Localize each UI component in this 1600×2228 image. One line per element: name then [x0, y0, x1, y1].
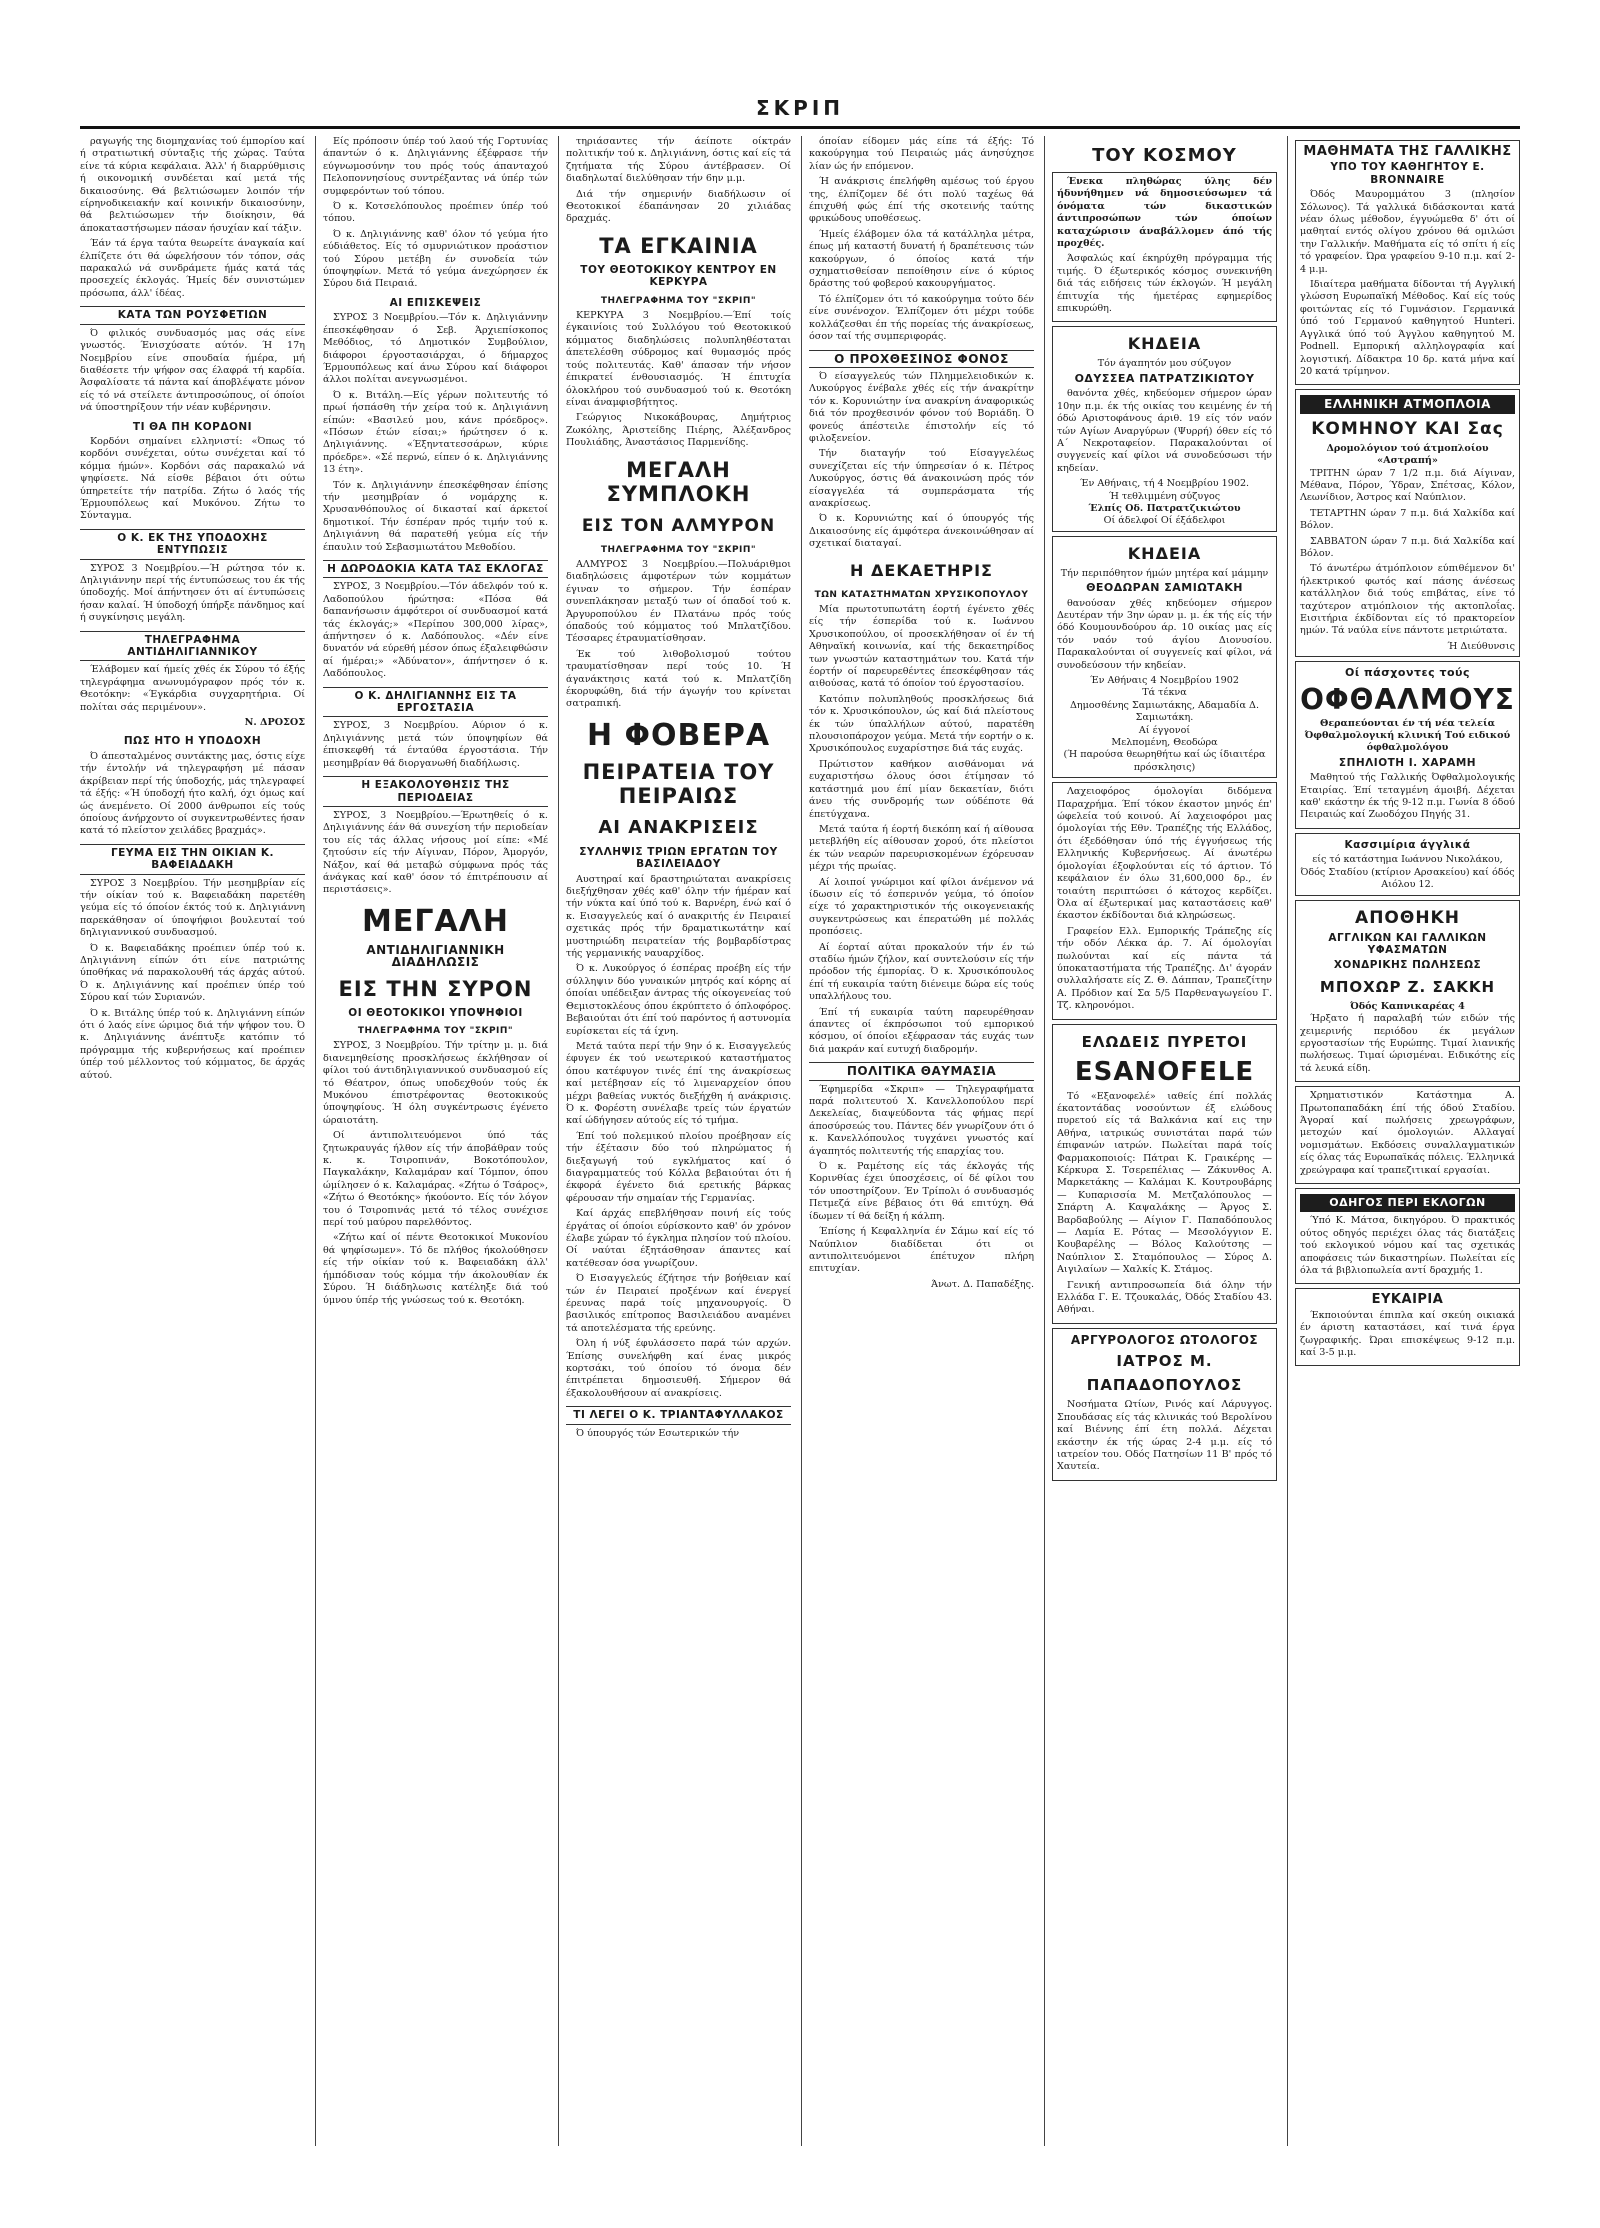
ad-heading: ΟΔΗΓΟΣ ΠΕΡΙ ΕΚΛΟΓΩΝ — [1300, 1194, 1515, 1212]
headline-sub: ΕΙΣ ΤΟΝ ΑΛΜΥΡΟΝ — [581, 515, 776, 536]
masthead: ΣΚΡΙΠ — [756, 96, 844, 120]
column-separator — [1044, 136, 1045, 2146]
paragraph: Μετά ταύτα περί τήν 9ην ό κ. Εισαγγελεύς έφυγεν έκ τού νεωτερικού καταστήματος όπου κατέφυγον τινές έπί της άνακρίσεως καί μετέβησαν είς τό λιμεναρχείον όπου μέχρι βαθείας νυκτός διεξήχθη ή ανάκρισις. Ό κ. Φορέστη συνέλαβε τρείς τών έργατών καί ώδήγησεν αύτούς είς τό τμήμα. — [566, 1040, 791, 1127]
column-4 — [809, 136, 1034, 2146]
ad-heading: ΜΠΟΧΩΡ Ζ. ΣΑΚΚΗ — [1319, 977, 1496, 996]
headline-sub: ΤΗΛΕΓΡΑΦΗΜΑ ΤΟΥ "ΣΚΡΙΠ" — [600, 295, 757, 306]
paragraph: Ήμείς έλάβομεν όλα τά κατάλληλα μέτρα, έπως μή καταστή δυνατή ή δραπέτευσις τών κακούργων, ό όποίος κατά τήν σχηματισθείσαν πεποίθησιν είνε ό κύριος δράστης τού φοβερού κακουργήματος. — [809, 228, 1034, 290]
ad-heading: Κασσιμίρια άγγλικά — [1344, 838, 1471, 851]
paragraph: Τό άνωτέρω άτμόπλοιον εύπιθέμενον δι' ήλεκτρικού φωτός καί πάσης άνέσεως κατάλληλον διά τούς επιβάτας, είνε τό ταχύτερον ατμόπλοιον τής ακτοπλοΐας. Εισιτήρια έκδίδονται είς τό πρακτορείον ημών. Τά ναύλα είνε πάντοτε μετριώτατα. — [1300, 563, 1515, 637]
ad-heading: ΧΟΝΔΡΙΚΗΣ ΠΩΛΗΣΕΩΣ — [1333, 959, 1482, 972]
headline-sub: ΤΗΛΕΓΡΑΦΗΜΑ ΤΟΥ "ΣΚΡΙΠ" — [600, 544, 757, 555]
paragraph: Μαθητού τής Γαλλικής Όφθαλμολογικής Εταιρίας. Έπί τεταγμένη άμοιβή. Δέχεται καθ' εκάστην έκ τής 9-12 π.μ. Γωνία 8 όδού Πειραιώς καί Ζωοδόχου Πηγής 31. — [1300, 772, 1515, 821]
paragraph: ΤΕΤΑΡΤΗΝ ώραν 7 π.μ. διά Χαλκίδα καί Βόλον. — [1300, 507, 1515, 532]
advertisement — [1295, 900, 1520, 1083]
paragraph: Όδός Μαυρομμάτου 3 (πλησίον Σόλωνος). Τά γαλλικά διδάσκονται κατά νέαν όλως μέθοδον, έγγυώμεθα δ' ότι οί μαθηταί εντός ολίγου χρόνου θά ομιλώσι την Γαλλικήν. Μαθήματα είς τό σπίτι ή είς τό γραφείον. Ώρα γραφείου 9-10 π.μ. καί 2-4 μ.μ. — [1300, 189, 1515, 275]
ad-heading: ΑΓΓΛΙΚΩΝ ΚΑΙ ΓΑΛΛΙΚΩΝ ΥΦΑΣΜΑΤΩΝ — [1328, 931, 1487, 956]
paragraph: Τήν διαταγήν τού Είσαγγελέως συνεχίζεται είς τήν ύπηρεσίαν ό κ. Πέτρος Λυκούργος, όστις θά άνακοινώση πρός τόν είσαγγελέα τά συμπεράσματα τής ανακρίσεως. — [809, 448, 1034, 509]
section-heading: ΤΙ ΘΑ ΠΗ ΚΟΡΔΟΝΙ — [132, 420, 253, 433]
paragraph: Έκποιούνται έπιπλα καί σκεύη οικιακά έν άριστη καταστάσει, καί τινά έργα ζωγραφικής. Ώραι επισκέψεως 9-12 π.μ. καί 3-5 μ.μ. — [1300, 1309, 1515, 1359]
ad-address: Όδός Καπνικαρέας 4 — [1350, 1000, 1465, 1012]
paragraph: Ό Εισαγγελεύς έζήτησε τήν βοήθειαν καί τών έν Πειραιεί προξένων καί ένεργεί έρευνας παρά τοίς μηχανουργοίς. Ό βασιλικός επίτροπος Βασιλειάδου αναμένει τά αποτελέσματα τής ερεύνης. — [566, 1273, 791, 1334]
ad-heading: ΚΟΜΗΝΟΥ ΚΑΙ Σας — [1311, 418, 1504, 439]
paragraph: ΣΥΡΟΣ 3 Νοεμβρίου.—Ή ρώτησα τόν κ. Δηλιγιάννην περί τής έντυπώσεως του έκ τής ύποδοχής. Μοί άπήντησεν ότι αί έντυπώσεις ήσαν καλαί. Ή ύποδοχή ύπήρξε πάνδημος καί ή συγκίνησις μεγάλη. — [80, 562, 305, 624]
paragraph: Έλάβομεν καί ήμείς χθές έκ Σύρου τό έξής τηλεγράφημα ανωνυμόγραφον πρός τόν κ. Θεοτόκην: «Έγκάρδια συγχαρητήρια. Οί πολίται σάς περιμένουν». — [80, 664, 305, 713]
paragraph: όποίαν είδομεν μάς είπε τά έξής: Τό κακούργημα τού Πειραιώς μάς άνησύχησε λίαν ώς ήν επόμενον. — [809, 136, 1034, 172]
column-2 — [323, 136, 548, 2146]
headline: ΜΕΓΑΛΗ — [361, 903, 509, 939]
notice-heading: ΚΗΔΕΙΑ — [1127, 543, 1202, 563]
paragraph: Γραφείον Ελλ. Εμπορικής Τράπεζης είς τήν οδόν Λέκκα άρ. 7. Αί όμολογίαι πωλούνται καί είς πάντα τά ύποκαταστήματα τής Τραπέζης. Δι' άγοράν συλλαλήσατε είς Ζ. Θ. Δάππαν, Τραπεζίτην Α. Πρόδιον καί Σα 5/5 Παρθεναγωγείου Γ. Τζ. κληρονόμοι. — [1057, 925, 1272, 1012]
paragraph: Μετά ταύτα ή έορτή διεκόπη καί ή αίθουσα μετεβλήθη είς αίθουσαν χορού, ότε πλείστοι έκ τών νεαρών παρευρισκομένων έχόρευσαν μέχρι τής πρωίας. — [809, 823, 1034, 873]
headline-sub: ΑΙ ΑΝΑΚΡΙΣΕΙΣ — [598, 816, 759, 838]
paragraph: Έφημερίδα «Σκριπ» — Τηλεγραφήματα παρά πολιτευτού Χ. Κανελλοπούλου περί Δεκελείας, διαψεύδοντα τάς φήμας περί άποσύρσεώς του. Πάντες δέν γνωρίζουν ότι ό κ. Κανελλόπουλος τυγχάνει γνωστός καί άγαπητός πολιτευτής τής επαρχίας του. — [809, 1083, 1034, 1157]
paragraph: ραγωγής της διομηχανίας τού έμπορίου καί ή στρατιωτική σύνταξις τής χώρας. Ταύτα είνε τά κύρια κεφάλαια. Άλλ' ή διαρρύθμισις ή οικονομική συνδέεται καί μετά τής δικαιοσύνης. Θά βελτιώσωμεν λοιπόν τήν είρηνοδικειακήν καί κοινικήν δικαιοσύνην, θά βελτιώσωμεν τήν διοίκησιν, θά άποκαταστήσωμεν πάσαν ήσυχίαν καί τάξιν. — [80, 136, 305, 234]
ad-heading: ΥΠΟ ΤΟΥ ΚΑΘΗΓΗΤΟΥ Ε. BRONNAIRE — [1330, 161, 1485, 186]
paragraph: Ό κ. Κοτσελόπουλος προέπιεν ύπέρ τού τόπου. — [323, 201, 548, 225]
paragraph: Ό κ. Βιτάλη.—Είς γέρων πολιτευτής τό πρωί ήσπάσθη τήν χείρα τού κ. Δηλιγιάννη είπών: «Βασιλεύ μου, κάνε πρόεδρος». «Πόσων έτών είσαι;» ήρώτησεν ό κ. Δηλιγιάννης. «Έξηντατεσσάρων, κύριε πρόεδρε». «Σέ περνώ, είπεν ό κ. Δηλιγιάννης 13 έτη». — [323, 389, 548, 476]
paragraph: ΣΥΡΟΣ, 3 Νοεμβρίου.—Έρωτηθείς ό κ. Δηλιγιάννης έάν θά συνεχίση τήν περιοδείαν του είς τάς άλλας νήσους μοί είπε: «Μέ ζητούσιν είς τήν Αίγιναν, Πόρον, Άμοργόν, Νάξον, καί θά μεταβώ σύμφωνα πρός τάς άνάγκας καί καθ' όσον τό έπιτρέπουσιν αί περιστάσεις». — [323, 809, 548, 896]
advertisement — [1295, 1288, 1520, 1366]
section-heading: Ο ΠΡΟΧΘΕΣΙΝΟΣ ΦΟΝΟΣ — [809, 350, 1034, 368]
signature: Ή Διεύθυνσις — [1447, 640, 1515, 652]
paragraph: Πρώτιστον καθήκον αισθάνομαι νά ευχαριστήσω όλους όσοι έτίμησαν τό κατάστημά μου έπί μίαν δεκαετίαν, διότι άνευ τής συνδρομής των ούδέποτε θά έπετύγχανα. — [809, 758, 1034, 820]
notice-signer: Μελπομένη, Θεοδώρα — [1111, 737, 1218, 749]
paragraph: Αυστηραί καί δραστηριώταται ανακρίσεις διεξήχθησαν χθές καθ' όλην τήν ήμέραν καί τήν νύκτα καί ύπό τού κ. Βαρνέρη, ένώ καί ό κ. Εισαγγελεύς καί ό ανακριτής έν Πειραιεί σχετικάς πρός τήν δραματικωτάτην καί μυστηριώδη πειρατείαν τής βομβαρδίστρας τής γερμανικής ναυαρχίδος. — [566, 873, 791, 960]
paragraph: ΣΑΒΒΑΤΟΝ ώραν 7 π.μ. διά Χαλκίδα καί Βόλον. — [1300, 535, 1515, 559]
paragraph: Άσφαλώς καί έκηρύχθη πρόγραμμα τής τιμής. Ό έξωτερικός κόσμος συνεκινήθη διά τάς ειδήσεις τών έκλογών. Ή μεγάλη έπιτυχία τής ήμετέρας εφημερίδος επικυρώθη. — [1057, 253, 1272, 315]
headline-sub: ΟΙ ΘΕΟΤΟΚΙΚΟΙ ΥΠΟΨΗΦΙΟΙ — [348, 1006, 523, 1019]
notice-name: ΟΔΥΣΣΕΑ ΠΑΤΡΑΤΖΙΚΙΩΤΟΥ — [1074, 371, 1255, 385]
ad-name: ΣΠΗΛΙΟΤΗ Ι. ΧΑΡΑΜΗ — [1338, 756, 1477, 769]
paragraph: Ό κ. Ραμέτσης είς τάς έκλογάς τής Κορινθίας έχει ύποσχέσεις, οί δέ φίλοι του τόν υποστηρίζουν. Έν Τρίπολι ό συνδυασμός Πετμεζά είνε βέβαιος ότι θά επιτύχη. Θά ίδωμεν τί θά δείξη ή κάλπη. — [809, 1161, 1034, 1222]
paragraph: Γενική αντιπροσωπεία διά όλην τήν Ελλάδα Γ. Ε. Τζουκαλάς, Όδός Σταδίου 43. Αθήναι. — [1057, 1279, 1272, 1316]
ad-heading: ΟΦΘΑΛΜΟΥΣ — [1300, 682, 1515, 716]
notice-text: Τήν περιπόθητον ήμών μητέρα καί μάμμην — [1060, 567, 1269, 579]
paragraph: ΣΥΡΟΣ, 3 Νοεμβρίου. Αύριον ό κ. Δηλιγιάννης μετά τών ύποψηφίων θά έπισκεφθή τά ένταύθα έργοστάσια. Τήν μεσημβρίαν θά διοργανωθή διαδήλωσις. — [323, 720, 548, 769]
masthead-rule — [80, 126, 1520, 129]
section-heading: ΠΟΛΙΤΙΚΑ ΘΑΥΜΑΣΙΑ — [809, 1062, 1034, 1080]
paragraph: Ό κ. Λυκούργος ό έσπέρας προέβη είς τήν σύλληψιν δύο γυναικών μητρός καί κόρης αί όποίαι υπέδειξαν άντρας τής οίκογενείας τού Θεμιστοκλέους όπου έκρύπτετο ό όπλοφόρος. Βεβαιούται ότι έπί τού παρόντος ή αστυνομία ευρίσκεται είς τά ίχνη. — [566, 963, 791, 1037]
section-heading: ΠΩΣ ΗΤΟ Η ΥΠΟΔΟΧΗ — [123, 735, 262, 748]
paragraph: Έπί τού πολεμικού πλοίου προέβησαν είς τήν έξέτασιν δύο τού πληρώματος ή διεξαγωγή τού εγκλήματος καί ό διαγραμματεύς τού Κόλλα βεβαιούται ότι ή έκφορά έγένετο διά ερετικής βάρκας φέρουσαν τήν σημαίαν τής Γερμανίας. — [566, 1130, 791, 1204]
paragraph: Έκ τού λιθοβολισμού τούτου τραυματίσθησαν περί τούς 10. Ή άγανάκτησις κατά τού κ. Μπλατζίδη έκορυφώθη, διά τήν άγωγήν του κρίνεται σατραπική. — [566, 648, 791, 710]
paragraph: Τόν κ. Δηλιγιάννην έπεσκέφθησαν έπίσης τήν μεσημβρίαν ό νομάρχης κ. Χρυσανθόπουλος οί δικασταί καί άρκετοί δημοτικοί. Τήν έσπέραν πρός τιμήν τού κ. Δηλιγιάννη θά παρατεθή γεύμα είς τήν έπαυλιν τού Σεβασμιωτάτου Μεθοδίου. — [323, 479, 548, 553]
advertisement — [1052, 1328, 1277, 1481]
paragraph: Όλη ή νύξ έφυλάσσετο παρά τών αρχών. Έπίσης συνελήφθη καί ένας μικρός κορτσάκι, τού όποίου τό όνομα δέν έπιτρέπεται δημοσιευθή. Σήμερον θά έξακολουθήσουν αί ανακρίσεις. — [566, 1338, 791, 1399]
paragraph: θανόντα χθές, κηδεύομεν σήμερον ώραν 10ην π.μ. έκ τής οικίας του κειμένης έν τή όδώ Αριστοφάνους άριθ. 19 είς τόν ναόν τών Αγίων Αναργύρων (Ψυρρή) όθεν είς τό Α΄ Νεκροταφείον. Παρακαλούνται οί συγγενείς καί φίλοι νά συνοδεύσωσι τήν κηδείαν. — [1057, 388, 1272, 474]
paragraph: Αί λοιποί γνώριμοι καί φίλοι άνέμενον νά ίδωσιν είς τό έσπερινόν γεύμα, τό όποίον είχε τό χαρακτηριστικόν τής οικογενειακής συγκεντρώσεως και έπερατώθη μέ πολλάς προπόσεις. — [809, 876, 1034, 938]
column-separator — [1287, 136, 1288, 2146]
headline: ΜΕΓΑΛΗ ΣΥΜΠΛΟΚΗ — [606, 457, 751, 506]
ad-heading: ΕΛΛΗΝΙΚΗ ΑΤΜΟΠΛΟΙΑ — [1300, 395, 1515, 413]
ad-text: είς τό κατάστημα Ιωάννου Νικολάκου, Όδός Σταδίου (κτίριον Αρσακείου) καί όδός Αιόλου 12. — [1300, 854, 1515, 891]
paragraph: Τό «Εξανοφελέ» ιαθείς έπί πολλάς έκατοντάδας νοσούντων έξ ελώδους πυρετού είς τά Βαλκάνια καί εις την Αθήνα, ιατρικώς συνιστάται παρά τών έπιφανών ιατρών. Πωλείται παρά τοίς Φαρμακοποιοίς: Πάτραι Κ. Γραικέρης — Κέρκυρα Σ. Τσερεπέλιας — Ζάκυνθος Α. Μαρκετάκης — Καλάμαι Κ. Κουτρουβάρης — Κυπαρισσία Μ. Μετζαλόπουλος — Σπάρτη Α. Καψαλάκης — Άργος Σ. Βαρδαβούλης — Αίγιον Γ. Παπαδόπουλος — Λαμία Ε. Ρότας — Μεσολόγγιον Ε. Κουβαρέλης — Βόλος Καλούτσης — Ναύπλιον Σ. Σταμόπουλος — Σύρος Δ. Αιγιλαίων — Χαλκίς Κ. Στάμος. — [1057, 1090, 1272, 1276]
paragraph: Καί άρχάς επεβλήθησαν ποινή είς τούς έργάτας οί όποίοι εύρίσκοντο καθ' όν χρόνον έλαβε χώραν τό έγκλημα πλησίον τού πλοίου. Οί ναύται έξητάσθησαν άπαντες καί κατέθεσαν όσα γνωρίζουν. — [566, 1208, 791, 1269]
headline: Η ΦΟΒΕΡΑ — [586, 717, 771, 753]
advertisement — [1295, 140, 1520, 385]
headline-sub: ΠΕΙΡΑΤΕΙΑ ΤΟΥ ΠΕΙΡΑΙΩΣ — [582, 759, 775, 808]
paragraph: Είς πρόποσιν ύπέρ τού λαού τής Γορτυνίας άπαντών ό κ. Δηλιγιάννης έξέφρασε τήν εύγνωμοσύνην του πρός τούς άπανταχού Πελοποννησίους συντρέξαντας νά ύπέρ τών συμφερόντων τού τόπου. — [323, 136, 548, 197]
paragraph: ΣΥΡΟΣ, 3 Νοεμβρίου.—Τόν άδελφόν τού κ. Λαδοπούλου ήρώτησα: «Πόσα θά δαπανήσωσιν άμφότεροι οί συνδυασμοί κατά τάς έκλογάς;» «Περίπου 300,000 λίρας», άπήντησεν ό κ. Λαδόπουλος. «Δέν είνε δυνατόν νά εύρεθή μέσον όπως έξαλειφθώσιν αί ήμέραι;» «Άδύνατον», άπήντησεν ό κ. Λαδόπουλος. — [323, 581, 548, 680]
paragraph: ΣΥΡΟΣ, 3 Νοεμβρίου. Τήν τρίτην μ. μ. διά διανεμηθείσης προσκλήσεως έκλήθησαν οί φίλοι τού άντιδηλιγιαννικού συνδυασμού είς τό Θέατρον, όπως υποδεχθούν τούς έκ Μυκόνου έπιστρέφοντας θεοτοκικούς ύποψηφίους. Ή όλη συγκέντρωσις έγένετο ώραιοτάτη. — [323, 1040, 548, 1126]
notice-box — [1052, 172, 1277, 322]
paragraph: Νοσήματα Ωτίων, Ρινός καί Λάρυγγος. Σπουδάσας είς τάς κλινικάς τού Βερολίνου καί Βιέννης έπί έτη πολλά. Δέχεται εκάστην έκ τής ώρας 2-4 μ.μ. είς τό ιατρείον του. Οδός Πατησίων 11 Β' πρός τό Χαυτεία. — [1057, 1399, 1272, 1473]
advertisement — [1295, 1086, 1520, 1184]
paragraph: Έάν τά έργα ταύτα θεωρείτε άναγκαία καί έλπίζετε ότι θά ώφελήσουν τόν τόπον, σάς παρακαλώ νά συνδράμετε ήμάς κατά τάς προσεχείς έκλογάς. Ήμείς δέν συνιστώμεν πρόσωπα, άλλ' ίδέας. — [80, 238, 305, 299]
notice-signer: Δημοσθένης Σαμιωτάκης, Αδαμαδία Δ. Σαμιωτάκη. — [1069, 699, 1259, 724]
section-heading: Ο Κ. ΔΗΛΙΓΙΑΝΝΗΣ ΕΙΣ ΤΑ ΕΡΓΟΣΤΑΣΙΑ — [323, 687, 548, 718]
section-heading: ΓΕΥΜΑ ΕΙΣ ΤΗΝ ΟΙΚΙΑΝ Κ. ΒΑΦΕΙΑΔΑΚΗ — [80, 844, 305, 875]
column-6 — [1295, 136, 1520, 2146]
advertisement — [1295, 389, 1520, 657]
paragraph: Ό ύπουργός τών Εσωτερικών τήν — [576, 1427, 740, 1439]
paragraph: Ό κ. Δηλιγιάννης καθ' όλον τό γεύμα ήτο εύδιάθετος. Είς τό σμυρνιώτικον προάστιον τού Σύρου μετέβη έν συνοδεία τών ύποψηφίων. Μετά τό γεύμα άνεχώρησεν έκ Σύρου διά Πειραιά. — [323, 228, 548, 290]
signature: Ν. ΔΡΟΣΟΣ — [244, 717, 305, 729]
advertisement — [1295, 833, 1520, 896]
paragraph: Γεώργιος Νικοκάβουρας, Δημήτριος Ζωκόλης, Άριστείδης Πιέρης, Άλέξανδρος Πουλιάδης, Άναστάσιος Παρμενίδης. — [566, 412, 791, 449]
notice-name: ΘΕΟΔΩΡΑΝ ΣΑΜΙΩΤΑΚΗ — [1086, 581, 1243, 595]
notice-signer: Οί άδελφοί Οί έξάδελφοι — [1103, 515, 1226, 527]
column-separator — [315, 136, 316, 2146]
paragraph: Ήρξατο ή παραλαβή τών ειδών τής χειμερινής περιόδου έκ μεγάλων εργοστασίων τής Ευρώπης. Τιμαί λιανικής πωλήσεως. Τιμαί ώρισμέναι. Ειδικότης είς τά λευκά είδη. — [1300, 1013, 1515, 1074]
paragraph: Ό είσαγγελεύς τών Πλημμελειοδικών κ. Λυκούργος ένέβαλε χθές είς τήν άνακρίτην τόν κ. Κορυνιώτην ίνα ανακρίνη άναφορικώς διά τόν προχθεσινόν φόνον τού Βοριάδη. Ό φονεύς άπέστειλε έπιστολήν είς τό φιλοξενείον. — [809, 370, 1034, 444]
headline-sub: ΣΥΛΛΗΨΙΣ ΤΡΙΩΝ ΕΡΓΑΤΩΝ ΤΟΥ ΒΑΣΙΛΕΙΑΔΟΥ — [579, 845, 778, 871]
paragraph: Τό έλπίζομεν ότι τό κακούργημα τούτο δέν είνε συνένοχον. Έλπίζομεν ότι μέχρι τούδε κολλάζεσθαι έπ τής πορείας τής άνακρίσεως, όσον ταί τής συμπεριφοράς. — [809, 293, 1034, 343]
notice-date: Έν Αθήναις 4 Νοεμβρίου 1902 — [1089, 675, 1239, 686]
section-heading: Ο Κ. ΕΚ ΤΗΣ ΥΠΟΔΟΧΗΣ ΕΝΤΥΠΩΣΙΣ — [80, 529, 305, 560]
notice-signer: Έλπίς Οδ. Πατρατζικιώτου — [1088, 502, 1241, 514]
paragraph: Μία πρωτοτυπωτάτη έορτή έγένετο χθές είς τήν έσπερίδα τού κ. Ιωάννου Χρυσικοπούλου, οί προσεκλήθησαν οί έν τή Αθηναϊκή κοινωνία, καί τής δεκαετηρίδος των γνωστών καταστημάτων του. Κατά τήν έορτήν οί παρευρεθέντες έπεσκέφθησαν τάς αιθούσας, κατά τό όποίον τού έργοστασίου. — [809, 604, 1034, 690]
paragraph: Έπί τή ευκαιρία ταύτη παρευρέθησαν άπαντες οί έκπρόσωποι τού εμπορικού κόσμου, οί όποίοι εξέφρασαν τάς ευχάς των διά μακράν καί ευτυχή διαδρομήν. — [809, 1006, 1034, 1055]
column-3 — [566, 136, 791, 2146]
paragraph: ΚΕΡΚΥΡΑ 3 Νοεμβρίου.—Έπί τοίς έγκαινίοις τού Συλλόγου τού Θεοτοκικού κόμματος διαδηλώσεις πολυπληθέσταται άπετελέσθη σύδρομος καί θυμασμός πρός τούς πολιτευτάς. Καθ' άπασαν τήν νήσον έπικρατεί ένθουσιασμός. Ή έπιτυχία όλοκλήρου τού συνδυασμού τού κ. Θεοτόκη είναι άναμφισβήτητος. — [566, 310, 791, 408]
paragraph: θανούσαν χθές κηδεύομεν σήμερον Δευτέραν τήν 3ην ώραν μ. μ. έκ τής είς τήν όδό Κουμουνδούρου άρ. 10 οικίας μας είς τόν ναόν τού άγίου Διονυσίου. Παρακαλούνται οί συγγενείς καί φίλοι, νά συνοδεύσουν τήν κηδείαν. — [1057, 597, 1272, 671]
paragraph: Ό κ. Κορυνιώτης καί ό ύπουργός τής Δικαιοσύνης είς άμφότερα άνεκοινώθησαν αί σχετικαί διαταγαί. — [809, 513, 1034, 550]
ad-heading: ΕΛΩΔΕΙΣ ΠΥΡΕΤΟΙ — [1081, 1032, 1248, 1051]
column-1 — [80, 136, 305, 2146]
ad-heading: Οί πάσχοντες τούς — [1345, 666, 1470, 680]
headline: Η ΔΕΚΑΕΤΗΡΙΣ — [850, 560, 993, 580]
paragraph: Ό κ. Βαφειαδάκης προέπιεν ύπέρ τού κ. Δηλιγιάννη είπών ότι είνε πατριώτης ύποθήκας νά παρακολουθή τάς άρχάς αύτού. Ό κ. Δηλιγιάννης καί προέπιεν ύπέρ τού Σύρου καί τών Συριανών. — [80, 942, 305, 1004]
headline-sub: ΑΝΤΙΔΗΛΙΓΙΑΝΝΙΚΗ ΔΙΑΔΗΛΩΣΙΣ — [366, 942, 505, 970]
advertisement — [1052, 782, 1277, 1019]
paragraph: Ό άπεσταλμένος συντάκτης μας, όστις είχε τήν έντολήν νά τηλεγραφήση μέ πάσαν άκρίβειαν περί τής ύποδοχής, μάς τηλεγραφεί τά έξής: «Ή ύποδοχή ήτο καλή, όχι όμως καί ώς άνεμένετο. Οί 2000 άνθρωποι είς τούς όποίους άνήρχοντο οί συγκεντρωθέντες ήσαν κατά τό πλείστον χειλάδες βραχμάς». — [80, 750, 305, 837]
notice-date: Έν Αθήναις, τή 4 Νοεμβρίου 1902. — [1079, 478, 1250, 490]
paragraph: Ιδιαίτερα μαθήματα δίδονται τή Αγγλική γλώσση Ευρωπαϊκή Μέθοδος. Καί είς τούς φοιτώντας είς τό Γυμνάσιον. Γερμανικά ύπό τού Γερμανού καθηγητού Hunteri. Αγγλικά ύπό τού Άγγλου καθηγητού M. Podnell. Εμπορική αλληλογραφία καί λογιστική. Δίδακτρα 10 δρ. κατά μήνα καί 20 κατά τρίμηνον. — [1300, 279, 1515, 377]
notice-signer: Αί έγγονοί — [1138, 724, 1191, 736]
paragraph: Ό φιλικός συνδυασμός μας σάς είνε γνωστός. Ένισχύσατε αύτόν. Ή 17η Νοεμβρίου είνε σπουδαία ήμέρα, μή διαθέσετε τήν ψήφον σας έλαφρά τή καρδία. Άσφαλίσατε τά πάντα καί άποβλέψατε μόνον είς τό νά στείλετε άντιπροσώπους, οί όποίοι νά ύποστηρίξουν τήν νέαν κυβέρνησιν. — [80, 327, 305, 414]
headline-sub: ΕΙΣ ΤΗΝ ΣΥΡΟΝ — [338, 976, 533, 1001]
column-5 — [1052, 136, 1277, 2146]
ad-heading: ΕΥΚΑΙΡΙΑ — [1371, 1292, 1444, 1308]
advertisement — [1295, 661, 1520, 829]
paragraph: Κορδόνι σημαίνει ελληνιστί: «Όπως τό κορδόνι συνέχεται, ούτω συνέχεται καί τό κόμμα ήμών». Κορδόνι σάς παρακαλώ νά ψηφίσετε. Νά είσθε βέβαιοι ότι ούτω ύπηρετείτε τήν πατρίδα. Ζήτω ό λαός τής Έρμουπόλεως καί Μυκόνου. Ζήτω το Σύνταγμα. — [80, 435, 305, 522]
paragraph: Διά τήν σημερινήν διαδήλωσιν οί Θεοτοκικοί έδαπάνησαν 20 χιλιάδας δραχμάς. — [566, 188, 791, 225]
paragraph: Ό κ. Βιτάλης ύπέρ τού κ. Δηλιγιάννη είπών ότι ό λαός είνε ώριμος διά τήν ψήφον του. Ό κ. Δηλιγιάννης άνέπτυξε κατόπιν τό πρόγραμμα τής κυβερνήσεως καί προέπιεν ύπέρ τού μέλλοντος τού κόμματος, δε άρχάς αύτού. — [80, 1007, 305, 1081]
section-heading: ΤΗΛΕΓΡΑΦΗΜΑ ΑΝΤΙΔΗΛΙΓΙΑΝΝΙΚΟΥ — [80, 631, 305, 662]
paragraph: «Ζήτω καί οί πέντε Θεοτοκικοί Μυκονίου θά ψηφίσωμεν». Τό δε πλήθος ήκολούθησεν είς τήν οίκίαν τού κ. Βαφειαδάκη άλλ' ήμπόδισαν τούς κόμμα τήν άκολουθίαν έκ Σύρου. Ή διάδηλωσις κατέληξε διά τού ύμνου ύπέρ τής γνώσεως τού κ. Θεοτόκη. — [323, 1232, 548, 1306]
ad-heading: ΙΑΤΡΟΣ Μ. ΠΑΠΑΔΟΠΟΥΛΟΣ — [1086, 1352, 1243, 1395]
paragraph: Έπίσης ή Κεφαλληνία έν Σάμω καί είς τό Ναύπλιον διαδίδεται ότι οι αντιπολιτευόμενοι έπέτυχον πλήρη επιτυχίαν. — [809, 1226, 1034, 1275]
section-heading: ΤΟΥ ΚΟΣΜΟΥ — [1092, 145, 1237, 166]
notice-heading: ΚΗΔΕΙΑ — [1127, 334, 1202, 354]
paragraph: Λαχειοφόρος όμολογίαι διδόμενα Παραχρήμα. Έπί τόκον έκαστον μηνός έπ' ώφελεία τού κοινού. Αί λαχειοφόροι μας όμολογίαι τής Εθν. Τραπέζης τής Ελλάδος, ότι έξεδόθησαν ύπό τής έγγυήσεως τής Ελληνικής Κυβερνήσεως. Αί άνωτέρω όμολογίαι έξοφλούνται είς τό άρτιον. Τό κεφάλαιον έν όλω 31,600,000 δρ., έν τοιαύτη περιπτώσει ό κάτοχος κερδίζει. Όλα αί έξωτερικαί μας καταστάσεις καθ' έκαστον έκδίδονται διά κληρώσεως. — [1057, 786, 1272, 922]
newspaper-page — [80, 96, 1520, 2156]
headline-sub: ΤΩΝ ΚΑΤΑΣΤΗΜΑΤΩΝ ΧΡΥΣΙΚΟΠΟΥΛΟΥ — [814, 589, 1029, 600]
paragraph: ΤΡΙΤΗΝ ώραν 7 1/2 π.μ. διά Αίγιναν, Μέθανα, Πόρον, Ύδραν, Σπέτσας, Κόλον, Λεωνίδιον, Άστρος καί Ναύπλιον. — [1300, 467, 1515, 504]
section-heading: ΤΙ ΛΕΓΕΙ Ο Κ. ΤΡΙΑΝΤΑΦΥΛΛΑΚΟΣ — [566, 1406, 791, 1424]
paragraph: ΣΥΡΟΣ 3 Νοεμβρίου.—Τόν κ. Δηλιγιάννην έπεσκέφθησαν ό Σεβ. Άρχιεπίσκοπος Μεθόδιος, τό Δημοτικόν Συμβούλιον, διάφοροι έργοστασιάρχαι, ό δήμαρχος Έρμουπόλεως καί άνω Σύρου καί διάφοροι άλλοι πολίται ανεγνωσμένοι. — [323, 312, 548, 386]
paragraph: ΣΥΡΟΣ 3 Νοεμβρίου. Τήν μεσημβρίαν είς τήν οίκίαν τού κ. Βαφειαδάκη παρετέθη γεύμα είς τό όποίον έκτός τού κ. Δηλιγιάννη παρεκάθησαν οί ύποψήφιοι βουλευταί τού δηλιγιαννικού συνδυασμού. — [80, 877, 305, 939]
section-heading: Η ΕΞΑΚΟΛΟΥΘΗΣΙΣ ΤΗΣ ΠΕΡΙΟΔΕΙΑΣ — [323, 776, 548, 807]
paragraph: Ένεκα πληθώρας ύλης δέν ήδυνήθημεν νά δημοσιεύσωμεν τά όνόματα τών δικαστικών άντιπροσώπων τών όποίων καταχώρισιν άναβάλλομεν άπό τής προχθές. — [1057, 176, 1272, 250]
paragraph: Ύπό Κ. Μάτσα, δικηγόρου. Ό πρακτικός ούτος οδηγός περιέχει όλας τάς διατάξεις τού εκλογικού νόμου καί τας σχετικάς αποφάσεις τών δικαστηρίων. Πωλείται είς όλα τά βιβλιοπωλεία αντί δραχμής 1. — [1300, 1215, 1515, 1277]
ad-heading: ΑΡΓΥΡΟΛΟΓΟΣ ΩΤΟΛΟΓΟΣ — [1070, 1332, 1259, 1347]
notice-signer: Ή τεθλιμμένη σύζυγος — [1108, 490, 1221, 502]
headline: ΤΑ ΕΓΚΑΙΝΙΑ — [599, 233, 758, 258]
headline-sub: ΤΟΥ ΘΕΟΤΟΚΙΚΟΥ ΚΕΝΤΡΟΥ ΕΝ ΚΕΡΚΥΡΑ — [580, 263, 777, 289]
section-heading: Η ΔΩΡΟΔΟΚΙΑ ΚΑΤΑ ΤΑΣ ΕΚΛΟΓΑΣ — [323, 560, 548, 578]
funeral-notice — [1052, 326, 1277, 531]
ad-heading: ΜΑΘΗΜΑΤΑ ΤΗΣ ΓΑΛΛΙΚΗΣ — [1303, 144, 1512, 159]
paragraph: Αί έορταί αύται προκαλούν τήν έν τώ σταδίω ήμών ζήλον, καί συντελούσιν είς τήν πρόοδον τής έμπορίας. Ό κ. Χρυσικόπουλος έπί τή ευκαιρία ταύτη διένειμε δώρα είς τούς υπαλλήλους του. — [809, 941, 1034, 1003]
ad-heading: ESANOFELE — [1074, 1056, 1255, 1087]
paragraph: Ή ανάκρισις έπελήφθη αμέσως τού έργου της, έλπίζομεν δέ ότι πολύ ταχέως θά έπιχυθή φώς έπί τής σκοτεινής ταύτης φρικώδους υποθέσεως. — [809, 176, 1034, 225]
section-heading: ΑΙ ΕΠΙΣΚΕΨΕΙΣ — [389, 296, 482, 309]
notice-signer: (Ή παρούσα θεωρηθήτω καί ώς ίδιαιτέρα πρόσκλησις) — [1063, 749, 1266, 773]
column-separator — [801, 136, 802, 2146]
ad-subheading: Δρομολόγιον τού άτμοπλοίου «Αστραπή» — [1326, 442, 1489, 467]
paragraph: Χρηματιστικόν Κατάστημα Α. Πρωτοπαπαδάκη έπί τής όδού Σταδίου. Άγοραί καί πωλήσεις χρεωγράφων, μετοχών καί όμολογιών. Αλλαγαί νομισμάτων. Εκδόσεις συναλλαγματικών είς όλας τάς Ευρωπαϊκάς πόλεις. Έλληνικά χρεώγραφα καί τραπεζιτικαί εργασίαι. — [1300, 1090, 1515, 1176]
paragraph: ΑΛΜΥΡΟΣ 3 Νοεμβρίου.—Πολυάριθμοι διαδηλώσεις άμφοτέρων τών κομμάτων έγιναν το σήμερον. Τήν έσπέραν συνεπλάκησαν μεταξύ των οί όπαδοί τού κ. Άργυροπούλου έν Πλατάνω πρός τούς όπαδούς τού κόμματος τού Μπλατζίδου. Τέσσαρες έτραυματίσθησαν. — [566, 558, 791, 645]
funeral-notice — [1052, 536, 1277, 779]
section-heading: ΚΑΤΑ ΤΩΝ ΡΟΥΣΦΕΤΙΩΝ — [80, 306, 305, 324]
notice-text: Τόν άγαπητόν μου σύζυγον — [1097, 358, 1232, 370]
paragraph: τηριάσαντες τήν άείποτε οίκτράν πολιτικήν τού κ. Δηλιγιάννη, όστις καί είς τά ζητήματα τής Σύρου άντέβρασεν. Οί διαδηλωταί διελύθησαν τήν 6ην μ.μ. — [566, 136, 791, 185]
advertisement — [1052, 1024, 1277, 1324]
column-separator — [558, 136, 559, 2146]
ad-heading: ΑΠΟΘΗΚΗ — [1355, 907, 1460, 928]
notice-signer: Τά τέκνα — [1142, 687, 1187, 699]
paragraph: Κατόπιν πολυπληθούς προσκλήσεως διά τόν κ. Χρυσικόπουλον, ώς καί διά πλείστους έκ τών ύπαλλήλων αύτού, παρατέθη πλουσιοπάροχον γεύμα. Μετά τήν εορτήν ο κ. Χρυσικόπουλος ευχαρίστησε διά τάς ευχάς. — [809, 693, 1034, 755]
ad-text: Θεραπεύονται έν τή νέα τελεία Όφθαλμολογική κλινική Τού ειδικού όφθαλμολόγου — [1304, 717, 1511, 754]
advertisement — [1295, 1188, 1520, 1284]
headline-sub: ΤΗΛΕΓΡΑΦΗΜΑ ΤΟΥ "ΣΚΡΙΠ" — [357, 1025, 514, 1036]
signature: Άνωτ. Δ. Παπαδέξης. — [931, 1278, 1034, 1290]
paragraph: Οί άντιπολιτευόμενοι ύπό τάς ζητωκραυγάς ήλθον είς τήν άποβάθραν τούς κ. κ. Τσιροπινάν, Βοκοτόπουλον, Παγκαλάκην, Καλαμάραν καί Τόμπον, όπου ώμίλησεν ό κ. Καλαμάρας. «Ζήτω ό Τσάρος», «Ζήτω ό Θεοτόκης» ήκούοντο. Είς τόν λόγον του ό Τσιροπινάς μετά τό τέλος συνέχισε περί τού μαύρου παρελθόντος. — [323, 1130, 548, 1229]
